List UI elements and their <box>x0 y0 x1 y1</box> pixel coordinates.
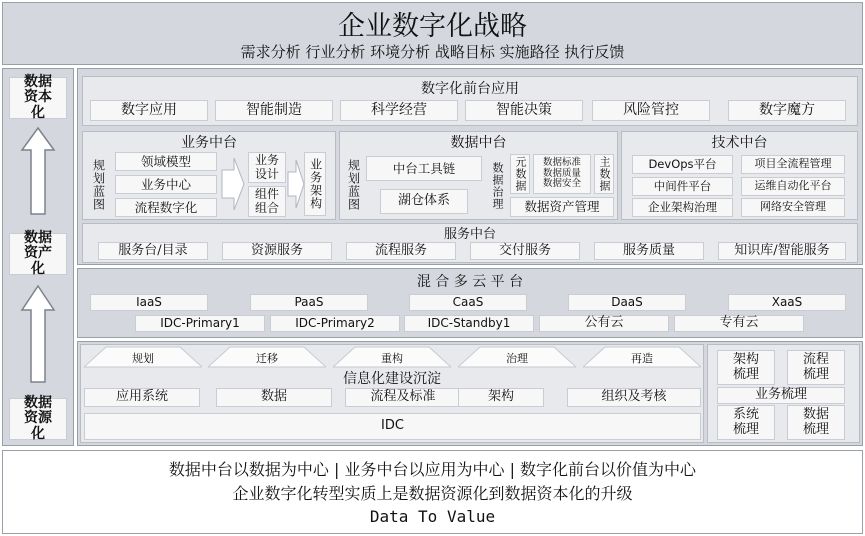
data-capitalization-label: 数据资本化 <box>9 77 67 119</box>
tech-item: 中间件平台 <box>632 177 733 196</box>
cloud-site-item: 专有云 <box>674 315 804 332</box>
footer-line-3: Data To Value <box>369 506 496 526</box>
cloud-service-item: PaaS <box>250 294 368 311</box>
biz-blueprint: 规划蓝图 <box>91 159 106 211</box>
data-assetization-label: 数据资产化 <box>9 233 67 275</box>
service-platform-title: 服务中台 <box>443 226 496 242</box>
idc-bar: IDC <box>84 413 701 440</box>
infra-item: 数据 <box>216 388 332 407</box>
infra-item: 组织及考核 <box>567 388 701 407</box>
front-item: 智能制造 <box>215 100 333 121</box>
service-item: 服务台/目录 <box>98 242 208 260</box>
cloud-title: 混 合 多 云 平 台 <box>416 274 524 290</box>
infra-item: 架构 <box>458 388 544 407</box>
infra-arrow-label: 迁移 <box>256 352 278 365</box>
arch-sort: 架构梳理 <box>717 350 775 385</box>
tech-item: 运维自动化平台 <box>741 177 845 196</box>
tech-item: 企业架构治理 <box>632 198 733 217</box>
data-master: 主数据 <box>594 154 614 194</box>
data-resourcization-label: 数据资源化 <box>9 398 67 440</box>
data-standard-item: 数据安全 <box>542 178 581 190</box>
infra-arrow-label: 规划 <box>132 352 154 365</box>
cloud-site-item: IDC-Standby1 <box>404 315 534 332</box>
footer-line-2: 企业数字化转型实质上是数据资源化到数据资本化的升级 <box>232 483 633 503</box>
service-item: 服务质量 <box>594 242 704 260</box>
biz-platform-title: 业务中台 <box>181 135 237 151</box>
data-blueprint: 规划蓝图 <box>346 159 361 211</box>
tech-item: DevOps平台 <box>632 155 733 174</box>
cloud-service-item: IaaS <box>90 294 208 311</box>
front-item: 风险管控 <box>592 100 710 121</box>
service-item: 知识库/智能服务 <box>718 242 846 260</box>
cloud-site-item: IDC-Primary2 <box>270 315 400 332</box>
cloud-service-item: XaaS <box>728 294 846 311</box>
service-item: 流程服务 <box>346 242 456 260</box>
page-title: 企业数字化战略 <box>338 10 527 42</box>
data-standard-item: 数据质量 <box>542 167 581 179</box>
biz-design: 业务设计 <box>248 152 286 183</box>
sys-sort: 系统梳理 <box>717 405 775 440</box>
up-arrow-icon <box>20 126 56 216</box>
front-item: 科学经营 <box>340 100 458 121</box>
biz-item: 流程数字化 <box>115 198 217 217</box>
infra-arrow-label: 治理 <box>506 352 528 365</box>
data-sort: 数据梳理 <box>787 405 845 440</box>
tech-platform-title: 技术中台 <box>711 135 768 151</box>
infra-arrow-label: 重构 <box>381 352 403 365</box>
infra-item: 流程及标准 <box>345 388 461 407</box>
header-band <box>2 2 863 65</box>
cloud-site-item: IDC-Primary1 <box>135 315 265 332</box>
flow-sort: 流程梳理 <box>787 350 845 385</box>
data-standard-item: 数据标准 <box>542 156 581 168</box>
cloud-site-item: 公有云 <box>539 315 669 332</box>
infra-item: 应用系统 <box>84 388 200 407</box>
data-meta: 元数据 <box>510 154 530 194</box>
data-governance: 数据治理 <box>491 162 504 210</box>
infra-arrow-label: 再造 <box>631 352 653 365</box>
data-toolchain: 中台工具链 <box>366 156 482 181</box>
right-arrow-icon <box>220 152 246 216</box>
right-arrow-icon <box>287 152 305 216</box>
tech-item: 项目全流程管理 <box>741 155 845 174</box>
biz-arch: 业务架构 <box>304 152 326 216</box>
data-standards <box>533 154 591 194</box>
data-platform-title: 数据中台 <box>450 135 507 151</box>
up-arrow-icon <box>20 284 56 384</box>
page-subtitle: 需求分析 行业分析 环境分析 战略目标 实施路径 执行反馈 <box>240 42 625 61</box>
infra-title: 信息化建设沉淀 <box>343 371 441 387</box>
front-item: 智能决策 <box>465 100 583 121</box>
biz-item: 领域模型 <box>115 152 217 171</box>
service-item: 资源服务 <box>222 242 332 260</box>
front-item: 数字魔方 <box>728 100 846 121</box>
front-item: 数字应用 <box>90 100 208 121</box>
cloud-service-item: DaaS <box>568 294 686 311</box>
data-lakehouse: 湖仓体系 <box>380 189 468 214</box>
data-asset-mgmt: 数据资产管理 <box>510 197 614 217</box>
biz-sort: 业务梳理 <box>717 387 845 404</box>
front-app-title: 数字化前台应用 <box>421 81 519 97</box>
service-item: 交付服务 <box>470 242 580 260</box>
tech-item: 网络安全管理 <box>741 198 845 217</box>
biz-item: 业务中心 <box>115 175 217 194</box>
biz-combine: 组件组合 <box>248 186 286 217</box>
footer-line-1: 数据中台以数据为中心 | 业务中台以应用为中心 | 数字化前台以价值为中心 <box>168 459 697 479</box>
cloud-service-item: CaaS <box>409 294 527 311</box>
